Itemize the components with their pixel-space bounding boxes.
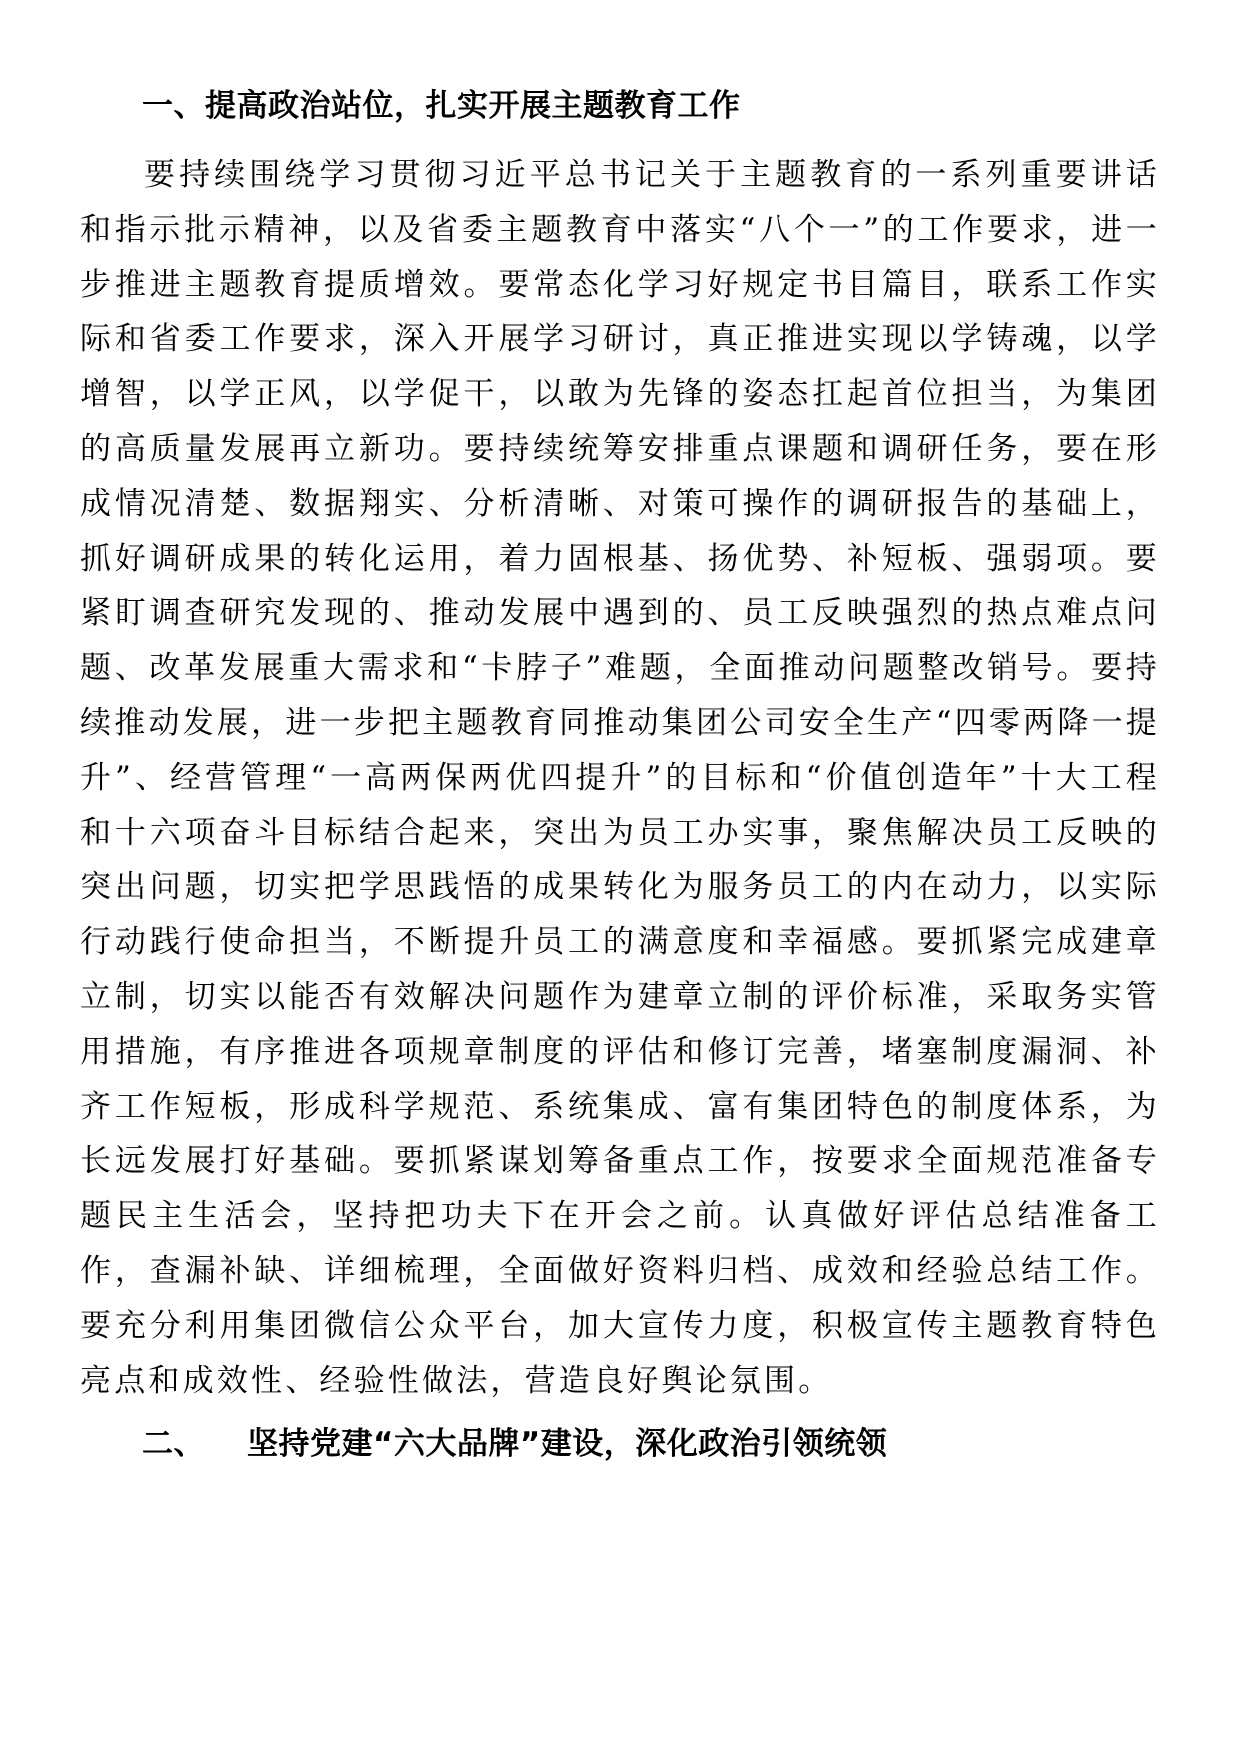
section-heading-2: [80, 1424, 1160, 1464]
section-heading-2-text: 坚持党建“六大品牌”建设，深化政治引领统领: [247, 1426, 888, 1463]
document-page: [80, 86, 1160, 1464]
section-1-paragraph: 要持续围绕学习贯彻习近平总书记关于主题教育的一系列重要讲话和指示批示精神，以及省委主题教育中落实“八个一”的工作要求，进一步推进主题教育提质增效。要常态化学习好规定书目篇目，联系工作实际和省委工作要求，深入开展学习研讨，真正推进实现以学铸魂，以学增智，以学正风，以学促干，以敢为先锋的姿态扛起首位担当，为集团的高质量发展再立新功。要持续统筹安排重点课题和调研任务，要在形成情况清楚、数据翔实、分析清晰、对策可操作的调研报告的基础上，抓好调研成果的转化运用，着力固根基、扬优势、补短板、强弱项。要紧盯调查研究发现的、推动发展中遇到的、员工反映强烈的热点难点问题、改革发展重大需求和“卡脖子”难题，全面推动问题整改销号。要持续推动发展，进一步把主题教育同推动集团公司安全生产“四零两降一提升”、经营管理“一高两保两优四提升”的目标和“价值创造年”十大工程和十六项奋斗目标结合起来，突出为员工办实事，聚焦解决员工反映的突出问题，切实把学思践悟的成果转化为服务员工的内在动力，以实际行动践行使命担当，不断提升员工的满意度和幸福感。要抓紧完成建章立制，切实以能否有效解决问题作为建章立制的评价标准，采取务实管用措施，有序推进各项规章制度的评估和修订完善，堵塞制度漏洞、补齐工作短板，形成科学规范、系统集成、富有集团特色的制度体系，为长远发展打好基础。要抓紧谋划筹备重点工作，按要求全面规范准备专题民主生活会，坚持把功夫下在开会之前。认真做好评估总结准备工作，查漏补缺、详细梳理，全面做好资料归档、成效和经验总结工作。要充分利用集团微信公众平台，加大宣传力度，积极宣传主题教育特色亮点和成效性、经验性做法，营造良好舆论氛围。: [80, 157, 1160, 1399]
section-heading-1: 一、提高政治站位，扎实开展主题教育工作: [142, 88, 741, 124]
section-heading-2-number: 二、: [142, 1426, 205, 1463]
